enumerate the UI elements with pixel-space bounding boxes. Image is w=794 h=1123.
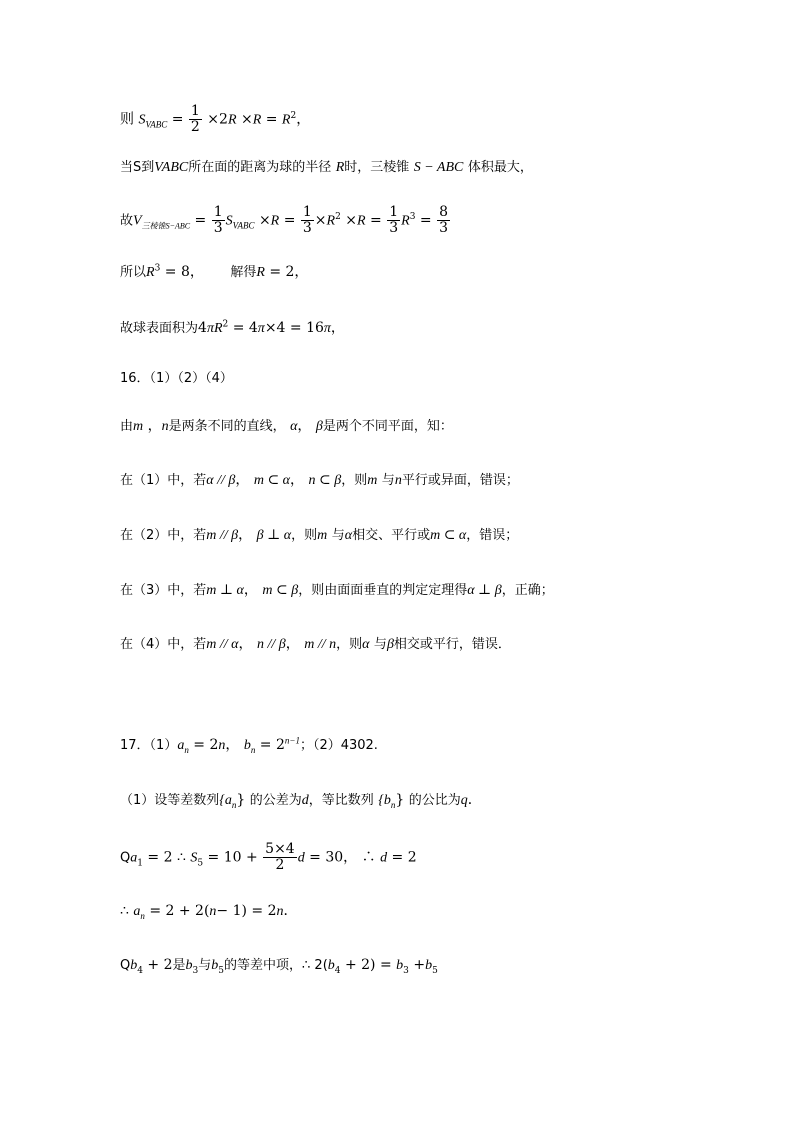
solution-line-case-3: 在（3）中，若m ⊥ α， m ⊂ β，则由面面垂直的判定定理得α ⊥ β，正确； [120, 582, 554, 598]
solution-line-setup: （1）设等差数列$\{a_n\}$ 的公差为d，等比数列 $\{b_n\}$ 的公比为q． [120, 792, 482, 810]
solution-line-case-4: 在（4）中，若m // α， n // β， m // n，则α 与β相交或平行，错误． [120, 636, 511, 652]
fraction: $\frac{1}{3}$ [302, 204, 312, 236]
answer-16-heading: 16．（1）（2）（4） [120, 371, 233, 386]
fraction: $\frac{8}{3}$ [439, 204, 448, 236]
solution-line-volume: 故$V_{三棱锥S-ABC}$ = $\frac{1}{3}$ $S_{VABC} \times R$ = $\frac{1}{3}$ $\times R^2 \times R$ = $\frac{1}{3}$ $R^3$ = $\frac{8}{3}$ [120, 204, 448, 236]
solution-line-case-1: 在（1）中，若α // β， m ⊂ α， n ⊂ β，则m 与n平行或异面，错误； [120, 472, 519, 488]
solution-line-solve-r: 所以$R^3 = 8$， 解得R = 2， [120, 263, 309, 280]
solution-line-max-volume: 当S到VABC所在面的距离为球的半径 R时，三棱锥 S − ABC 体积最大， [120, 160, 533, 175]
fraction: $\frac{1}{2}$ [190, 103, 200, 135]
solution-line-find-d: $Qa_1 = 2$ ∴ $S_5 = 10$ + $\frac{5\times 4}{2}$ d = 30， ∴ d = 2 [120, 841, 417, 873]
fraction: $\frac{5\times 4}{2}$ [265, 841, 295, 873]
solution-line-case-2: 在（2）中，若m // β， β ⊥ α，则m 与α相交、平行或m ⊂ α，错误； [120, 527, 519, 543]
answer-17-heading: 17．$(1)a_n = 2n$， $b_n = 2^{n-1}$；（2）4302. [120, 735, 378, 755]
solution-line-an: ∴ $a_n = 2 + 2(n- 1) = 2n$． [120, 903, 298, 921]
solution-line-given: 由m ，n是两条不同的直线， α， β是两个不同平面，知： [120, 418, 453, 434]
fraction: $\frac{1}{3}$ [213, 204, 223, 236]
solution-line-surface-area: 故球表面积为$4\pi R^2 = 4\pi\times 4 = 16\pi$， [120, 319, 345, 336]
solution-line-bn: $Qb_4 + 2$是$b_3$与$b_5$的等差中项，∴ $2(b_4 + 2) = b_3 +b_5$ [120, 957, 438, 976]
solution-line-area-abc: 则 $S_{VABC}$ = $\frac{1}{2}$ $\times 2R \times R = R^2$， [120, 103, 311, 135]
fraction: $\frac{1}{3}$ [389, 204, 399, 236]
